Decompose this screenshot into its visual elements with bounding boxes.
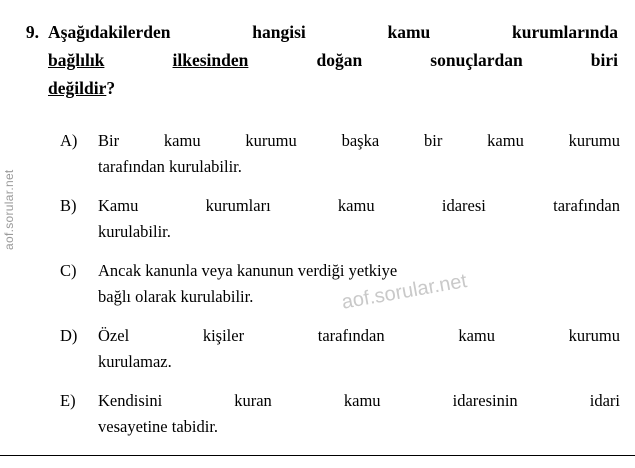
question-line-2 [48, 46, 618, 74]
question-line-2-space-a [104, 50, 172, 70]
diagonal-watermark: aof.sorular.net [340, 269, 469, 314]
options-list [60, 128, 620, 453]
question-line-3 [48, 74, 618, 102]
question-number: 9. [25, 22, 39, 42]
option-c-line-2: bağlı olarak kurulabilir. [98, 287, 254, 306]
question-line-2-underlined-a: bağlılık [48, 50, 105, 70]
option-a[interactable] [60, 128, 620, 180]
option-a-line-2: tarafından kurulabilir. [98, 157, 242, 176]
option-e-line-2: vesayetine tabidir. [98, 417, 219, 436]
option-d-line-2: kurulamaz. [98, 352, 172, 371]
option-a-text [98, 128, 620, 180]
option-a-line-1: Bir kamu kurumu başka bir kamu kurumu [98, 131, 620, 150]
option-c[interactable] [60, 258, 620, 310]
option-b-letter: B) [60, 196, 77, 215]
option-c-letter: C) [60, 261, 77, 280]
question-text [48, 18, 618, 102]
question-line-2-space-b [248, 50, 316, 70]
question-block [18, 18, 618, 102]
option-c-text [98, 258, 620, 310]
option-e-text [98, 388, 620, 440]
option-e-line-1: Kendisini kuran kamu idaresinin idari [98, 391, 620, 410]
option-b-line-2: kurulabilir. [98, 222, 171, 241]
option-b-line-1: Kamu kurumları kamu idaresi tarafından [98, 196, 620, 215]
option-d-text [98, 323, 620, 375]
option-a-letter: A) [60, 131, 78, 150]
option-e[interactable] [60, 388, 620, 440]
option-b-text [98, 193, 620, 245]
option-e-letter: E) [60, 391, 76, 410]
question-row [18, 18, 618, 102]
question-line-2-underlined-b: ilkesinden [172, 50, 249, 70]
question-line-2-rest: doğan sonuçlardan biri [316, 50, 618, 70]
question-line-1: Aşağıdakilerden hangisi kamu kurumlarında [48, 22, 618, 42]
side-watermark-text: aof.sorular.net [2, 169, 16, 250]
option-b[interactable] [60, 193, 620, 245]
option-d-line-1: Özel kişiler tarafından kamu kurumu [98, 326, 620, 345]
question-line-3-tail: ? [106, 78, 116, 98]
question-line-3-underlined: değildir [48, 78, 107, 98]
bottom-divider [0, 455, 635, 456]
option-d[interactable] [60, 323, 620, 375]
option-d-letter: D) [60, 326, 78, 345]
option-c-line-1: Ancak kanunla veya kanunun verdiği yetkiye [98, 261, 398, 280]
